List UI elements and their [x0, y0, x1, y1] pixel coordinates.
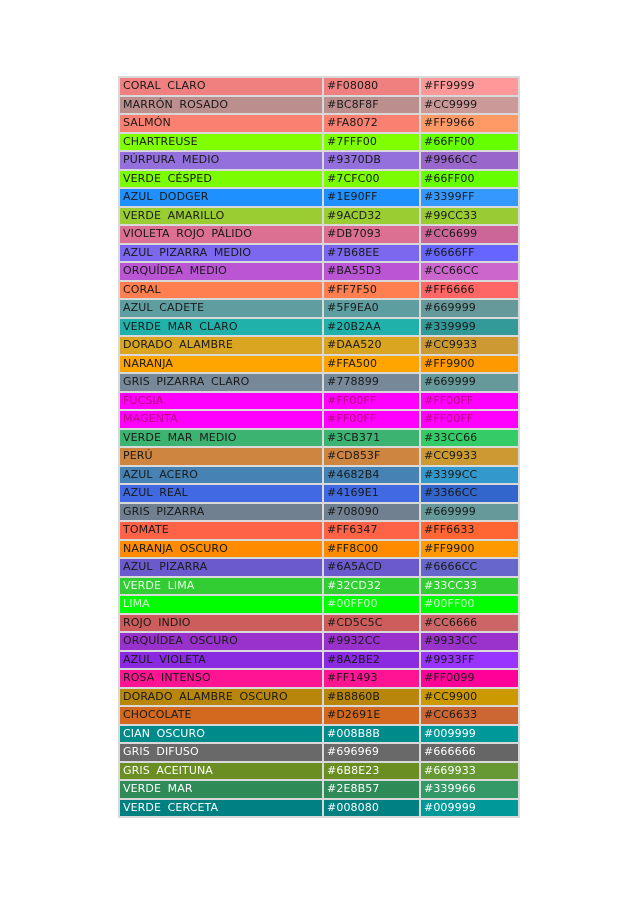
web-safe-hex-cell: #FF00FF: [421, 411, 518, 428]
hex-code-cell: #1E90FF: [324, 189, 419, 206]
web-safe-hex-cell: #669999: [421, 374, 518, 391]
color-name-cell: AZUL VIOLETA: [120, 652, 322, 669]
web-safe-hex-cell: #669999: [421, 300, 518, 317]
web-safe-hex-cell: #66FF00: [421, 134, 518, 151]
table-row: [120, 134, 518, 151]
web-safe-hex-cell: #CC9999: [421, 97, 518, 114]
hex-code-cell: #778899: [324, 374, 419, 391]
color-name-cell: ROJO INDIO: [120, 615, 322, 632]
web-safe-hex-cell: #33CC33: [421, 578, 518, 595]
hex-code-cell: #4169E1: [324, 485, 419, 502]
web-safe-hex-cell: #9933CC: [421, 633, 518, 650]
color-name-cell: NARANJA: [120, 356, 322, 373]
web-safe-hex-cell: #6666FF: [421, 245, 518, 262]
color-name-cell: MAGENTA: [120, 411, 322, 428]
web-safe-hex-cell: #FF9966: [421, 115, 518, 132]
table-row: [120, 652, 518, 669]
color-name-cell: AZUL ACERO: [120, 467, 322, 484]
hex-code-cell: #3CB371: [324, 430, 419, 447]
color-name-cell: AZUL DODGER: [120, 189, 322, 206]
color-name-cell: VERDE MAR CLARO: [120, 319, 322, 336]
table-row: [120, 744, 518, 761]
color-name-cell: CORAL: [120, 282, 322, 299]
table-row: [120, 282, 518, 299]
table-row: [120, 115, 518, 132]
color-name-cell: PÚRPURA MEDIO: [120, 152, 322, 169]
web-safe-hex-cell: #CC66CC: [421, 263, 518, 280]
color-name-cell: VERDE CÉSPED: [120, 171, 322, 188]
hex-code-cell: #9370DB: [324, 152, 419, 169]
hex-code-cell: #6A5ACD: [324, 559, 419, 576]
web-safe-hex-cell: #00FF00: [421, 596, 518, 613]
table-row: [120, 504, 518, 521]
web-safe-hex-cell: #99CC33: [421, 208, 518, 225]
table-row: [120, 411, 518, 428]
table-row: [120, 596, 518, 613]
web-safe-hex-cell: #339999: [421, 319, 518, 336]
table-row: [120, 171, 518, 188]
hex-code-cell: #FA8072: [324, 115, 419, 132]
web-safe-hex-cell: #CC6666: [421, 615, 518, 632]
color-name-cell: CORAL CLARO: [120, 78, 322, 95]
web-safe-hex-cell: #009999: [421, 726, 518, 743]
table-row: [120, 448, 518, 465]
table-row: [120, 633, 518, 650]
color-name-cell: GRIS PIZARRA CLARO: [120, 374, 322, 391]
table-row: [120, 374, 518, 391]
color-name-cell: VERDE LIMA: [120, 578, 322, 595]
color-name-cell: AZUL REAL: [120, 485, 322, 502]
hex-code-cell: #7FFF00: [324, 134, 419, 151]
color-name-cell: AZUL PIZARRA: [120, 559, 322, 576]
web-safe-hex-cell: #FF9900: [421, 541, 518, 558]
color-name-cell: CIAN OSCURO: [120, 726, 322, 743]
hex-code-cell: #20B2AA: [324, 319, 419, 336]
hex-code-cell: #FF6347: [324, 522, 419, 539]
color-name-cell: FUCSIA: [120, 393, 322, 410]
table-row: [120, 208, 518, 225]
color-name-cell: GRIS PIZARRA: [120, 504, 322, 521]
hex-code-cell: #32CD32: [324, 578, 419, 595]
hex-code-cell: #008080: [324, 800, 419, 817]
color-name-cell: AZUL PIZARRA MEDIO: [120, 245, 322, 262]
hex-code-cell: #FF00FF: [324, 393, 419, 410]
hex-code-cell: #8A2BE2: [324, 652, 419, 669]
hex-code-cell: #4682B4: [324, 467, 419, 484]
table-row: [120, 226, 518, 243]
table-row: [120, 615, 518, 632]
table-row: [120, 319, 518, 336]
web-safe-hex-cell: #666666: [421, 744, 518, 761]
web-safe-hex-cell: #9966CC: [421, 152, 518, 169]
table-row: [120, 393, 518, 410]
hex-code-cell: #CD853F: [324, 448, 419, 465]
hex-code-cell: #7CFC00: [324, 171, 419, 188]
web-safe-hex-cell: #FF00FF: [421, 393, 518, 410]
color-name-cell: SALMÓN: [120, 115, 322, 132]
web-safe-hex-cell: #3399FF: [421, 189, 518, 206]
hex-code-cell: #FFA500: [324, 356, 419, 373]
table-row: [120, 559, 518, 576]
web-safe-hex-cell: #009999: [421, 800, 518, 817]
hex-code-cell: #5F9EA0: [324, 300, 419, 317]
table-row: [120, 337, 518, 354]
web-safe-hex-cell: #FF0099: [421, 670, 518, 687]
hex-code-cell: #696969: [324, 744, 419, 761]
hex-code-cell: #BA55D3: [324, 263, 419, 280]
table-row: [120, 578, 518, 595]
hex-code-cell: #708090: [324, 504, 419, 521]
hex-code-cell: #F08080: [324, 78, 419, 95]
hex-code-cell: #B8860B: [324, 689, 419, 706]
table-row: [120, 430, 518, 447]
color-name-cell: CHOCOLATE: [120, 707, 322, 724]
hex-code-cell: #00FF00: [324, 596, 419, 613]
hex-code-cell: #BC8F8F: [324, 97, 419, 114]
color-table: [118, 76, 520, 818]
web-safe-hex-cell: #6666CC: [421, 559, 518, 576]
web-safe-hex-cell: #669999: [421, 504, 518, 521]
color-name-cell: LIMA: [120, 596, 322, 613]
table-row: [120, 726, 518, 743]
web-safe-hex-cell: #9933FF: [421, 652, 518, 669]
table-row: [120, 707, 518, 724]
hex-code-cell: #CD5C5C: [324, 615, 419, 632]
web-safe-hex-cell: #FF6666: [421, 282, 518, 299]
color-name-cell: VERDE CERCETA: [120, 800, 322, 817]
table-row: [120, 152, 518, 169]
color-name-cell: PERÚ: [120, 448, 322, 465]
table-row: [120, 78, 518, 95]
color-name-cell: ORQUÍDEA MEDIO: [120, 263, 322, 280]
web-safe-hex-cell: #33CC66: [421, 430, 518, 447]
color-name-cell: DORADO ALAMBRE OSCURO: [120, 689, 322, 706]
web-safe-hex-cell: #FF9900: [421, 356, 518, 373]
hex-code-cell: #6B8E23: [324, 763, 419, 780]
color-name-cell: ORQUÍDEA OSCURO: [120, 633, 322, 650]
web-safe-hex-cell: #3399CC: [421, 467, 518, 484]
web-safe-hex-cell: #CC9900: [421, 689, 518, 706]
web-safe-hex-cell: #669933: [421, 763, 518, 780]
color-name-cell: GRIS DIFUSO: [120, 744, 322, 761]
web-safe-hex-cell: #CC9933: [421, 337, 518, 354]
hex-code-cell: #2E8B57: [324, 781, 419, 798]
hex-code-cell: #7B68EE: [324, 245, 419, 262]
table-row: [120, 485, 518, 502]
web-safe-hex-cell: #FF9999: [421, 78, 518, 95]
hex-code-cell: #FF7F50: [324, 282, 419, 299]
color-name-cell: VERDE AMARILLO: [120, 208, 322, 225]
table-row: [120, 689, 518, 706]
table-row: [120, 300, 518, 317]
hex-code-cell: #DB7093: [324, 226, 419, 243]
hex-code-cell: #DAA520: [324, 337, 419, 354]
color-table-body: [120, 78, 518, 816]
table-row: [120, 670, 518, 687]
web-safe-hex-cell: #339966: [421, 781, 518, 798]
color-name-cell: AZUL CADETE: [120, 300, 322, 317]
hex-code-cell: #9932CC: [324, 633, 419, 650]
web-safe-hex-cell: #FF6633: [421, 522, 518, 539]
table-row: [120, 541, 518, 558]
table-row: [120, 763, 518, 780]
table-row: [120, 800, 518, 817]
color-name-cell: GRIS ACEITUNA: [120, 763, 322, 780]
table-row: [120, 522, 518, 539]
table-row: [120, 781, 518, 798]
table-row: [120, 97, 518, 114]
table-row: [120, 263, 518, 280]
color-name-cell: VIOLETA ROJO PÁLIDO: [120, 226, 322, 243]
web-safe-hex-cell: #CC6633: [421, 707, 518, 724]
web-safe-hex-cell: #66FF00: [421, 171, 518, 188]
color-name-cell: DORADO ALAMBRE: [120, 337, 322, 354]
color-name-cell: ROSA INTENSO: [120, 670, 322, 687]
hex-code-cell: #008B8B: [324, 726, 419, 743]
web-safe-hex-cell: #CC6699: [421, 226, 518, 243]
hex-code-cell: #FF1493: [324, 670, 419, 687]
table-row: [120, 245, 518, 262]
color-name-cell: VERDE MAR MEDIO: [120, 430, 322, 447]
color-name-cell: CHARTREUSE: [120, 134, 322, 151]
table-row: [120, 356, 518, 373]
hex-code-cell: #FF00FF: [324, 411, 419, 428]
web-safe-hex-cell: #CC9933: [421, 448, 518, 465]
color-name-cell: VERDE MAR: [120, 781, 322, 798]
web-safe-hex-cell: #3366CC: [421, 485, 518, 502]
color-name-cell: TOMATE: [120, 522, 322, 539]
hex-code-cell: #FF8C00: [324, 541, 419, 558]
color-name-cell: NARANJA OSCURO: [120, 541, 322, 558]
color-name-cell: MARRÓN ROSADO: [120, 97, 322, 114]
hex-code-cell: #D2691E: [324, 707, 419, 724]
table-row: [120, 189, 518, 206]
hex-code-cell: #9ACD32: [324, 208, 419, 225]
table-row: [120, 467, 518, 484]
